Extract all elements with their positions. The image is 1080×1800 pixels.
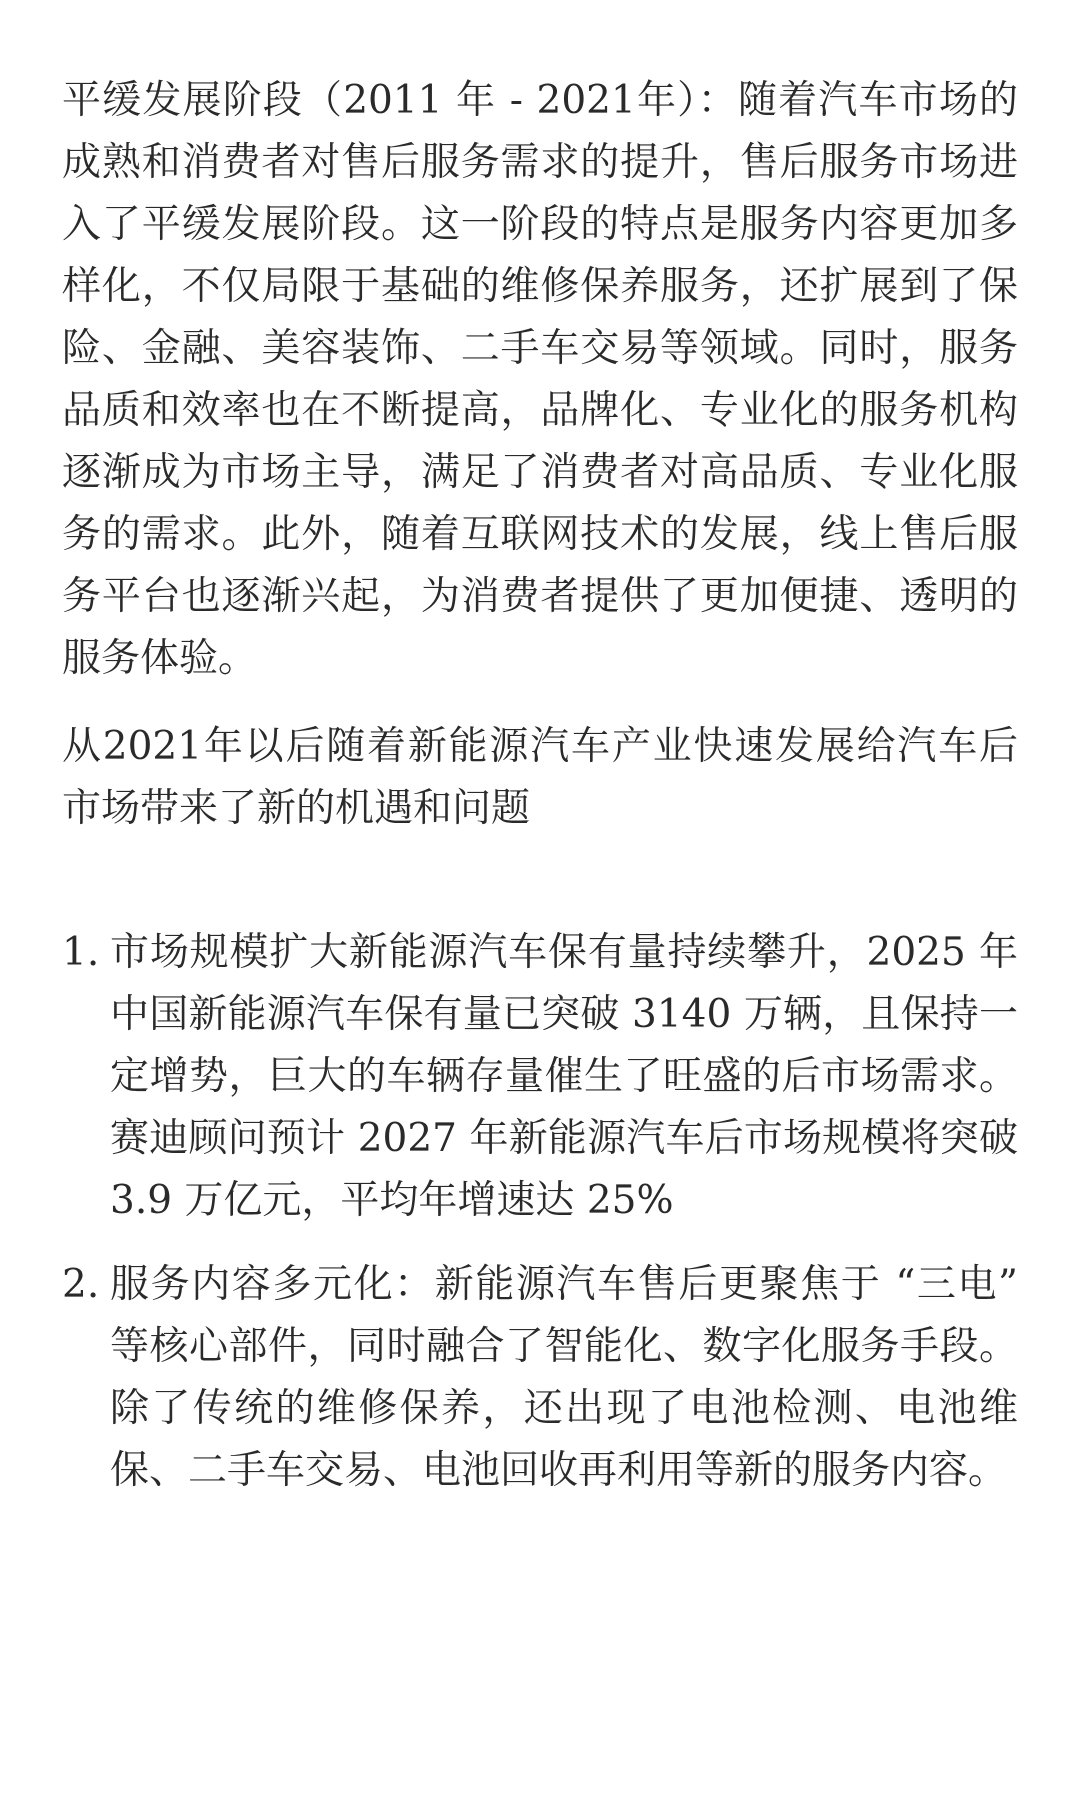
numbered-list	[62, 922, 1018, 1502]
list-item-text: 服务内容多元化：新能源汽车售后更聚焦于 “三电” 等核心部件，同时融合了智能化、数字化服务手段。除了传统的维修保养，还出现了电池检测、电池维保、二手车交易、电池回收再利用等新的服务内容。	[110, 1262, 1018, 1493]
list-item-number: 2.	[62, 1262, 100, 1307]
paragraph-stable-development: 平缓发展阶段（2011 年 - 2021年）：随着汽车市场的成熟和消费者对售后服务需求的提升，售后服务市场进入了平缓发展阶段。这一阶段的特点是服务内容更加多样化，不仅局限于基础的维修保养服务，还扩展到了保险、金融、美容装饰、二手车交易等领域。同时，服务品质和效率也在不断提高，品牌化、专业化的服务机构逐渐成为市场主导，满足了消费者对高品质、专业化服务的需求。此外，随着互联网技术的发展，线上售后服务平台也逐渐兴起，为消费者提供了更加便捷、透明的服务体验。	[62, 78, 1018, 681]
list-item	[62, 1254, 1018, 1502]
list-item-text: 市场规模扩大新能源汽车保有量持续攀升，2025 年中国新能源汽车保有量已突破 3140 万辆，且保持一定增势，巨大的车辆存量催生了旺盛的后市场需求。赛迪顾问预计 2027 年新能源汽车后市场规模将突破 3.9 万亿元，平均年增速达 25%	[110, 930, 1018, 1223]
list-item-number: 1.	[62, 930, 100, 975]
list-item	[62, 922, 1018, 1232]
paragraph-post-2021-intro: 从2021年以后随着新能源汽车产业快速发展给汽车后市场带来了新的机遇和问题	[62, 724, 1018, 831]
